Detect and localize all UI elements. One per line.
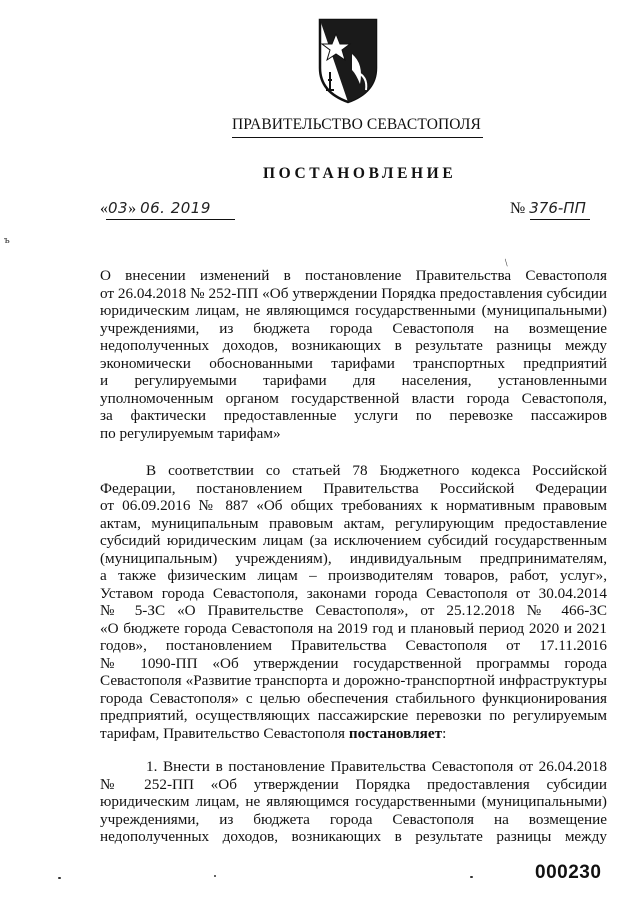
scan-speck bbox=[214, 875, 216, 877]
document-subject bbox=[100, 267, 607, 442]
subject-line: от 26.04.2018 № 252-ПП «Об утверждении Порядка предоставления субсидии bbox=[100, 284, 607, 302]
subject-line: экономически обоснованными тарифами транспортных предприятий bbox=[100, 354, 607, 372]
body-line: от 06.09.2016 № 887 «Об общих требованиях к нормативным правовым bbox=[100, 497, 607, 514]
date-day: 03 bbox=[108, 199, 129, 217]
handwritten-tick: / bbox=[501, 257, 512, 269]
body-line: города Севастополя» с целью обеспечения стабильного функционирования bbox=[100, 689, 607, 707]
body-line: № 1090-ПП «Об утверждении государственной программы города bbox=[100, 654, 607, 672]
date-close-quote: » bbox=[128, 200, 137, 217]
body-line: актам, муниципальным правовым актам, регулирующим предоставление bbox=[100, 514, 607, 532]
subject-line: и регулируемыми тарифами для населения, установленными bbox=[100, 372, 607, 389]
number-sign: № bbox=[510, 200, 526, 217]
subject-line: учреждениями, из бюджета города Севастополя на возмещение bbox=[100, 319, 607, 337]
document-date bbox=[100, 199, 211, 218]
body-line: 1. Внести в постановление Правительства Севастополя от 26.04.2018 bbox=[146, 758, 607, 775]
subject-line: О внесении изменений в постановление Правительства Севастополя bbox=[100, 267, 607, 284]
body-line: № 252-ПП «Об утверждении Порядка предоставления субсидии bbox=[100, 775, 607, 793]
body-line: недополученных доходов, возникающих в результате разницы между bbox=[100, 828, 607, 845]
body-final-text: тарифам, Правительство Севастополя bbox=[100, 724, 349, 742]
body-line: «О бюджете города Севастополя на 2019 год и плановый период 2020 и 2021 bbox=[100, 619, 607, 637]
body-line: учреждениями, из бюджета города Севастополя на возмещение bbox=[100, 810, 607, 828]
subject-line: по регулируемым тарифам» bbox=[100, 424, 281, 442]
body-line: (муниципальным) учреждениям), индивидуальным предпринимателям, bbox=[100, 549, 607, 567]
page-serial-number: 000230 bbox=[535, 862, 602, 883]
document-number bbox=[510, 199, 586, 218]
date-open-quote: « bbox=[100, 200, 108, 217]
subject-line: недополученных доходов, возникающих в результате разницы между bbox=[100, 337, 607, 354]
body-line: В соответствии со статьей 78 Бюджетного кодекса Российской bbox=[146, 462, 607, 479]
body-line: предприятий, осуществляющих пассажирские перевозки по регулируемым bbox=[100, 707, 607, 724]
subject-line: юридическим лицам, не являющимся государственными (муниципальными) bbox=[100, 302, 607, 319]
body-line: а также физическим лицам – производителям товаров, работ, услуг», bbox=[100, 567, 607, 584]
resolution-keyword: постановляет bbox=[348, 724, 443, 742]
subject-line: за фактически предоставленные услуги по перевозке пассажиров bbox=[100, 407, 607, 424]
document-type-title: ПОСТАНОВЛЕНИЕ bbox=[263, 165, 457, 182]
item-1-paragraph bbox=[100, 758, 607, 846]
date-month-year: 06. 2019 bbox=[140, 199, 211, 217]
date-underline bbox=[106, 219, 235, 220]
body-line-final bbox=[100, 725, 607, 743]
body-line: юридическим лицам, не являющимся государственными (муниципальными) bbox=[100, 793, 607, 810]
body-line: Севастополя «Развитие транспорта и дорожно-транспортной инфраструктуры bbox=[100, 672, 607, 689]
body-final-colon: : bbox=[442, 724, 447, 742]
preamble-paragraph bbox=[100, 462, 607, 742]
body-line: Уставом города Севастополя, законами города Севастополя от 30.04.2014 bbox=[100, 584, 607, 602]
body-line: Федерации, постановлением Правительства Российской Федерации bbox=[100, 479, 607, 497]
body-line: годов», постановлением Правительства Севастополя от 17.11.2016 bbox=[100, 637, 607, 654]
scan-speck bbox=[58, 877, 61, 879]
number-underline bbox=[530, 219, 590, 220]
scan-speck bbox=[470, 876, 473, 878]
body-line: № 5-ЗС «О Правительстве Севастополя», от 25.12.2018 № 466-ЗС bbox=[100, 602, 607, 619]
organization-title: ПРАВИТЕЛЬСТВО СЕВАСТОПОЛЯ bbox=[232, 116, 481, 133]
body-line: субсидий юридическим лицам (за исключением субсидий государственным bbox=[100, 532, 607, 549]
coat-of-arms-icon bbox=[316, 14, 380, 106]
subject-line: уполномоченным органом государственной власти города Севастополя, bbox=[100, 389, 607, 407]
number-value: 376-ПП bbox=[529, 199, 586, 217]
organization-underline bbox=[232, 137, 483, 138]
margin-mark: ъ bbox=[4, 234, 10, 246]
